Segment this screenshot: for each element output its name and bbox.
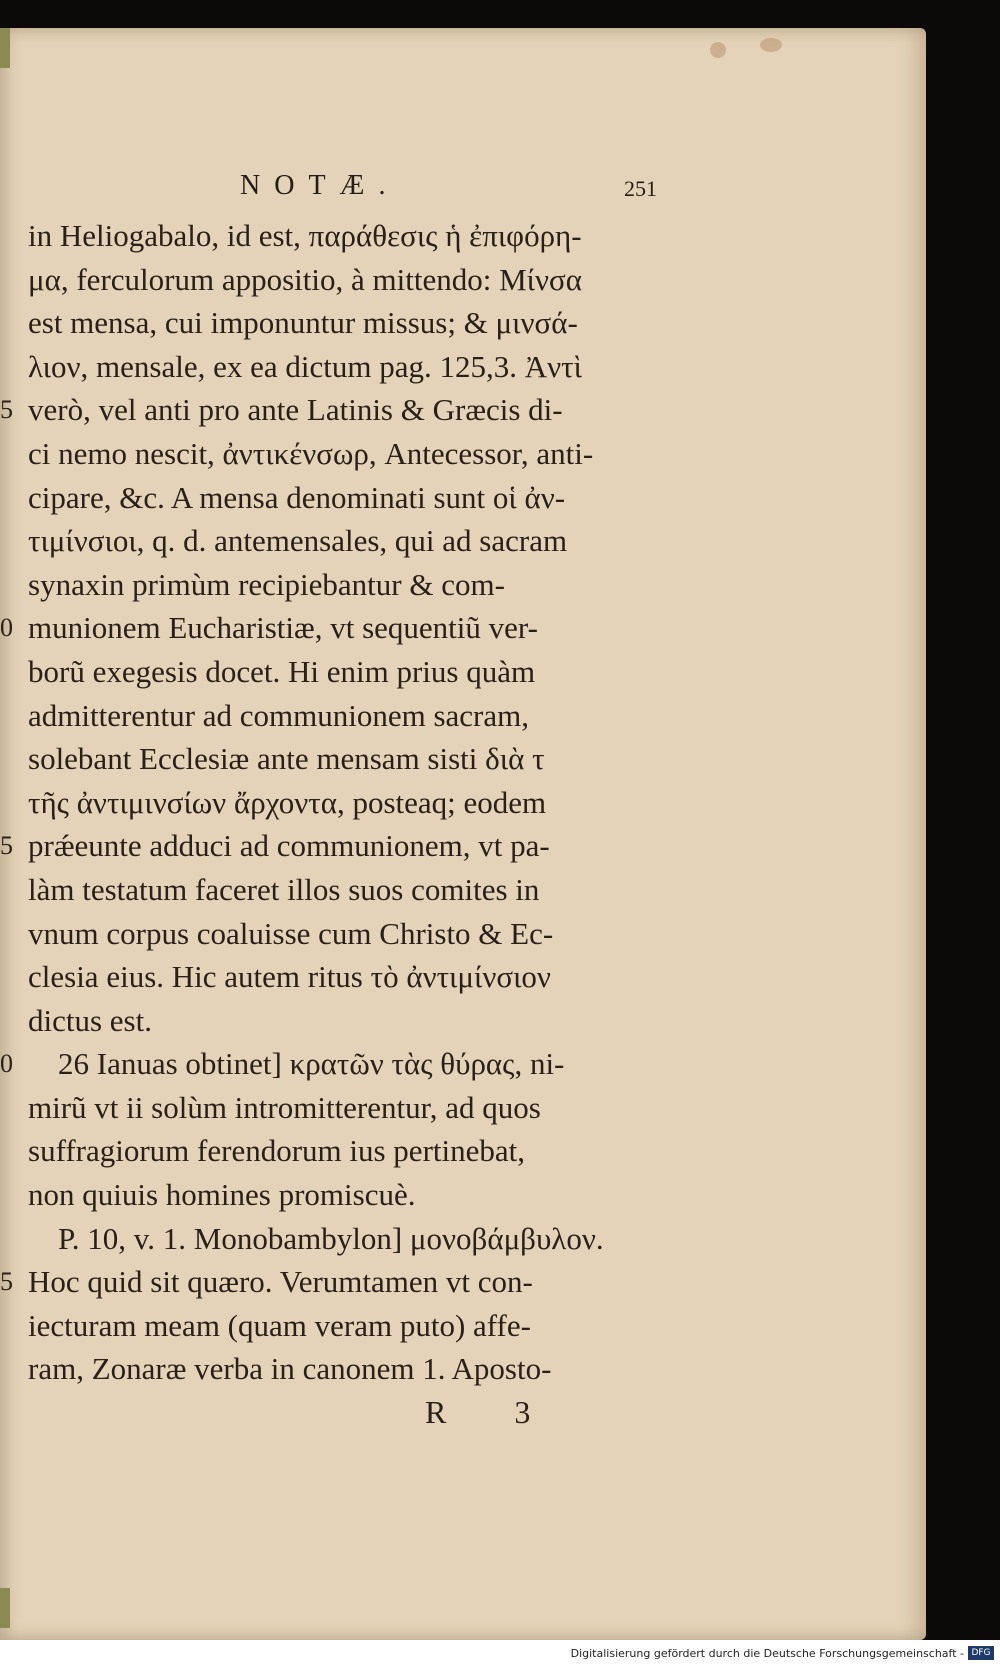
dfg-logo: DFG bbox=[968, 1646, 994, 1660]
footer-credit: Digitalisierung gefördert durch die Deutsche Forschungsgemeinschaft - bbox=[570, 1647, 964, 1660]
text-line bbox=[28, 868, 678, 912]
text-line bbox=[28, 1086, 678, 1130]
text-line-content: synaxin primùm recipiebantur & com- bbox=[28, 566, 505, 602]
text-line-content: Hoc quid sit quæro. Verumtamen vt con- bbox=[28, 1264, 533, 1300]
text-line bbox=[0, 824, 678, 868]
text-line bbox=[28, 1304, 678, 1348]
line-number-margin: 5 bbox=[0, 831, 13, 861]
text-line bbox=[28, 1347, 678, 1391]
stain bbox=[760, 38, 782, 52]
text-line-content: borũ exegesis docet. Hi enim prius quàm bbox=[28, 653, 536, 689]
text-line bbox=[28, 955, 678, 999]
text-line-content: τιμίνσιοι, q. d. antemensales, qui ad sacram bbox=[28, 523, 568, 559]
text-line bbox=[28, 345, 678, 389]
text-line-content: μα, ferculorum appositio, à mittendo: Μίνσα bbox=[28, 261, 582, 297]
running-head: NOTÆ. bbox=[240, 170, 400, 201]
text-line-content: est mensa, cui imponuntur missus; & μινσά- bbox=[28, 305, 578, 341]
footer-bar bbox=[0, 1640, 1000, 1670]
text-line bbox=[28, 214, 678, 258]
text-line bbox=[0, 388, 678, 432]
line-number-margin: 0 bbox=[0, 613, 13, 643]
text-line-content: ram, Zonaræ verba in canonem 1. Aposto- bbox=[28, 1351, 552, 1387]
stain bbox=[710, 42, 726, 58]
text-line-content: P. 10, v. 1. Monobambylon] μονοβάμβυλον. bbox=[58, 1220, 604, 1256]
text-line bbox=[0, 1260, 678, 1304]
text-line bbox=[28, 1129, 678, 1173]
text-line bbox=[28, 432, 678, 476]
text-line bbox=[28, 519, 678, 563]
body-text bbox=[0, 214, 678, 1391]
text-line-content: vnum corpus coaluisse cum Christo & Ec- bbox=[28, 915, 554, 951]
text-line-content: admitterentur ad communionem sacram, bbox=[28, 697, 529, 733]
text-line-content: clesia eius. Hic autem ritus τὸ ἀντιμίνσιον bbox=[28, 959, 551, 995]
text-line-content: solebant Ecclesiæ ante mensam sisti διὰ τ bbox=[28, 741, 545, 777]
line-number-margin: 0 bbox=[0, 1049, 13, 1079]
text-line-content: làm testatum faceret illos suos comites in bbox=[28, 871, 540, 907]
text-line-content: iecturam meam (quam veram puto) affe- bbox=[28, 1307, 531, 1343]
page-number: 251 bbox=[624, 176, 657, 201]
text-line bbox=[28, 301, 678, 345]
text-line bbox=[28, 999, 678, 1043]
book-page bbox=[0, 28, 926, 1640]
text-line-content: prǽeunte adduci ad communionem, vt pa- bbox=[28, 828, 550, 864]
text-line-content: non quiuis homines promiscuè. bbox=[28, 1177, 416, 1213]
text-line-content: mirũ vt ii solùm intromitterentur, ad quos bbox=[28, 1089, 541, 1125]
text-line bbox=[28, 650, 678, 694]
binding-mark bbox=[0, 1588, 10, 1628]
text-line bbox=[28, 1217, 678, 1261]
binding-mark bbox=[0, 28, 10, 68]
text-line-content: 26 Ianuas obtinet] κρατῶν τὰς θύρας, ni- bbox=[58, 1046, 565, 1082]
text-line bbox=[28, 694, 678, 738]
text-line bbox=[28, 258, 678, 302]
text-line-content: cipare, &c. A mensa denominati sunt οἱ ἀν- bbox=[28, 479, 566, 515]
page-header bbox=[0, 170, 926, 210]
text-line-content: dictus est. bbox=[28, 1002, 152, 1038]
text-line-content: verò, vel anti pro ante Latinis & Græcis di- bbox=[28, 392, 563, 428]
text-line bbox=[28, 912, 678, 956]
text-line bbox=[0, 1042, 678, 1086]
text-line bbox=[28, 563, 678, 607]
text-line bbox=[28, 1173, 678, 1217]
text-line-content: munionem Eucharistiæ, vt sequentiũ ver- bbox=[28, 610, 538, 646]
line-number-margin: 5 bbox=[0, 395, 13, 425]
text-line-content: in Heliogabalo, id est, παράθεσις ἡ ἐπιφόρη- bbox=[28, 218, 582, 253]
signature-row bbox=[0, 1394, 926, 1434]
text-line-content: suffragiorum ferendorum ius pertinebat, bbox=[28, 1133, 525, 1169]
signature-mark: R 3 bbox=[425, 1394, 561, 1430]
text-line-content: ci nemo nescit, ἀντικένσωρ, Antecessor, anti- bbox=[28, 435, 594, 471]
text-line bbox=[28, 737, 678, 781]
text-line bbox=[28, 781, 678, 825]
text-line-content: λιον, mensale, ex ea dictum pag. 125,3. Ἀντὶ bbox=[28, 348, 582, 384]
text-line-content: τῆς ἀντιμινσίων ἄρχοντα, posteaq; eodem bbox=[28, 784, 547, 820]
text-line bbox=[28, 476, 678, 520]
text-line bbox=[0, 606, 678, 650]
line-number-margin: 5 bbox=[0, 1267, 13, 1297]
